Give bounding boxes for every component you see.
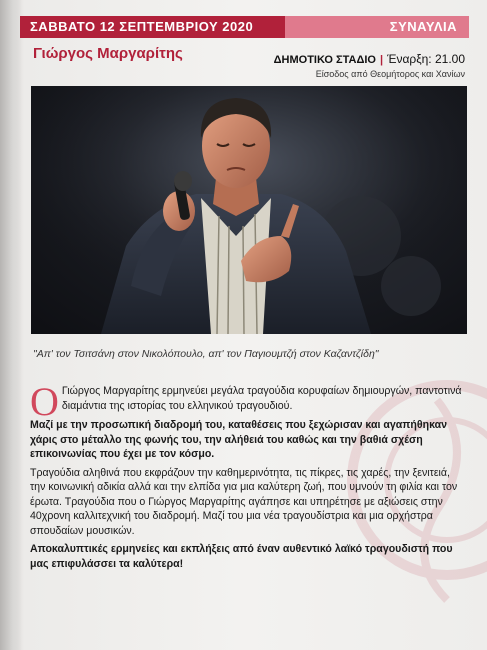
singer-photo-icon bbox=[31, 86, 467, 334]
page-binding-shadow bbox=[0, 0, 22, 650]
start-time: Έναρξη: 21.00 bbox=[387, 52, 465, 66]
artist-name: Γιώργος Μαργαρίτης bbox=[33, 45, 183, 62]
closing-paragraph: Αποκαλυπτικές ερμηνείες και εκπλήξεις από έναν αυθεντικό λαϊκό τραγουδιστή που μας επιφυλάσσει τα καλύτερα! bbox=[30, 543, 453, 570]
intro-paragraph bbox=[30, 379, 466, 424]
venue-separator: | bbox=[380, 54, 384, 66]
intro-text: Γιώργος Μαργαρίτης ερμηνεύει μεγάλα τραγούδια κορυφαίων δημιουργών, παντοτινά διαμάντια της ιστορίας του ελληνικού τραγουδιού. bbox=[61, 385, 462, 412]
bold-paragraph-1: Μαζί με την προσωπική διαδρομή του, καταθέσεις που ξεχώρισαν και αγαπήθηκαν χάρις στο μέταλλο της φωνής του, την αλήθειά του καθώς και την βαθιά σχέση επικοινωνίας που έχει με τον κόσμο. bbox=[30, 419, 448, 460]
header-banner bbox=[20, 16, 469, 38]
photo-caption: "Απ' τον Τσιτσάνη στον Νικολόπουλο, απ' τον Παγιουμτζή στον Καζαντζίδη" bbox=[33, 348, 379, 360]
article-body bbox=[30, 379, 466, 575]
drop-cap: Ο bbox=[30, 379, 59, 424]
songs-paragraph: Τραγούδια αληθινά που εκφράζουν την καθημερινότητα, τις πίκρες, τις χαρές, την ξενιτειά, την κοινωνική αδικία αλλά και την ελπίδα για μια καλύτερη ζωή, που υμνούν τη φιλία και τον έρωτα. Τραγούδια που ο Γιώργος Μαργαρίτης αγάπησε και υπηρέτησε με αξιώσεις στην 40χρονη καλλιτεχνική του διαδρομή. Μαζί του μια νέα τραγουδίστρια και μια ορχήστρα σπουδαίων μουσικών. bbox=[30, 466, 458, 537]
venue-name: ΔΗΜΟΤΙΚΟ ΣΤΑΔΙΟ bbox=[273, 54, 376, 66]
venue-entrance: Είσοδος από Θεομήτορος και Χανίων bbox=[315, 69, 465, 79]
event-category: ΣΥΝΑΥΛΙΑ bbox=[285, 16, 469, 38]
singer-photo bbox=[31, 86, 467, 334]
event-date: ΣΑΒΒΑΤΟ 12 ΣΕΠΤΕΜΒΡΙΟΥ 2020 bbox=[20, 16, 285, 38]
venue-info bbox=[274, 52, 465, 66]
